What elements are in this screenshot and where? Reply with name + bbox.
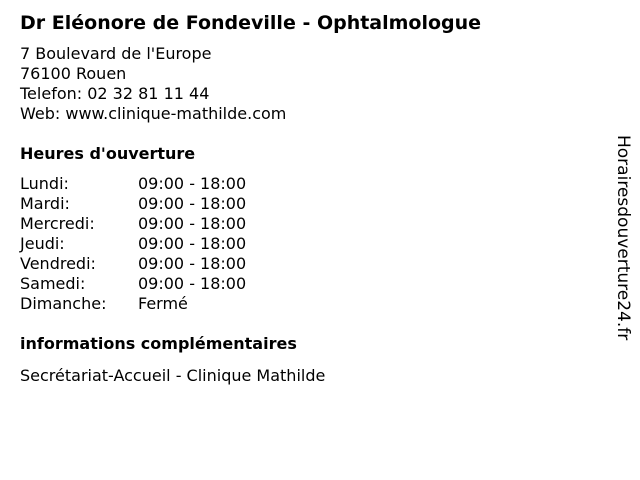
table-row xyxy=(20,234,246,254)
table-row xyxy=(20,174,246,194)
table-row xyxy=(20,274,246,294)
address-city: 76100 Rouen xyxy=(20,64,127,83)
table-row xyxy=(20,294,246,314)
day-label: Mercredi: xyxy=(20,214,95,233)
table-row xyxy=(20,194,246,214)
address-street: 7 Boulevard de l'Europe xyxy=(20,44,212,63)
day-hours: Fermé xyxy=(138,294,188,313)
phone-number: Telefon: 02 32 81 11 44 xyxy=(20,84,210,103)
day-label: Mardi: xyxy=(20,194,70,213)
day-label: Vendredi: xyxy=(20,254,96,273)
practice-card xyxy=(20,10,600,386)
website: Web: www.clinique-mathilde.com xyxy=(20,104,287,123)
day-hours: 09:00 - 18:00 xyxy=(138,174,247,193)
day-label: Jeudi: xyxy=(20,234,65,253)
extra-info-text: Secrétariat-Accueil - Clinique Mathilde xyxy=(20,366,326,385)
day-hours: 09:00 - 18:00 xyxy=(138,254,247,273)
table-row xyxy=(20,214,246,234)
day-hours: 09:00 - 18:00 xyxy=(138,234,247,253)
hours-table xyxy=(20,174,246,314)
day-hours: 09:00 - 18:00 xyxy=(138,194,247,213)
day-hours: 09:00 - 18:00 xyxy=(138,274,247,293)
table-row xyxy=(20,254,246,274)
page-title: Dr Eléonore de Fondeville - Ophtalmologue xyxy=(20,12,482,34)
day-label: Samedi: xyxy=(20,274,86,293)
day-label: Dimanche: xyxy=(20,294,107,313)
day-label: Lundi: xyxy=(20,174,69,193)
brand-watermark: Horairesdouverture24.fr xyxy=(613,135,633,341)
day-hours: 09:00 - 18:00 xyxy=(138,214,247,233)
address-block xyxy=(20,44,600,124)
extra-info-heading: informations complémentaires xyxy=(20,334,297,353)
hours-heading: Heures d'ouverture xyxy=(20,144,196,163)
